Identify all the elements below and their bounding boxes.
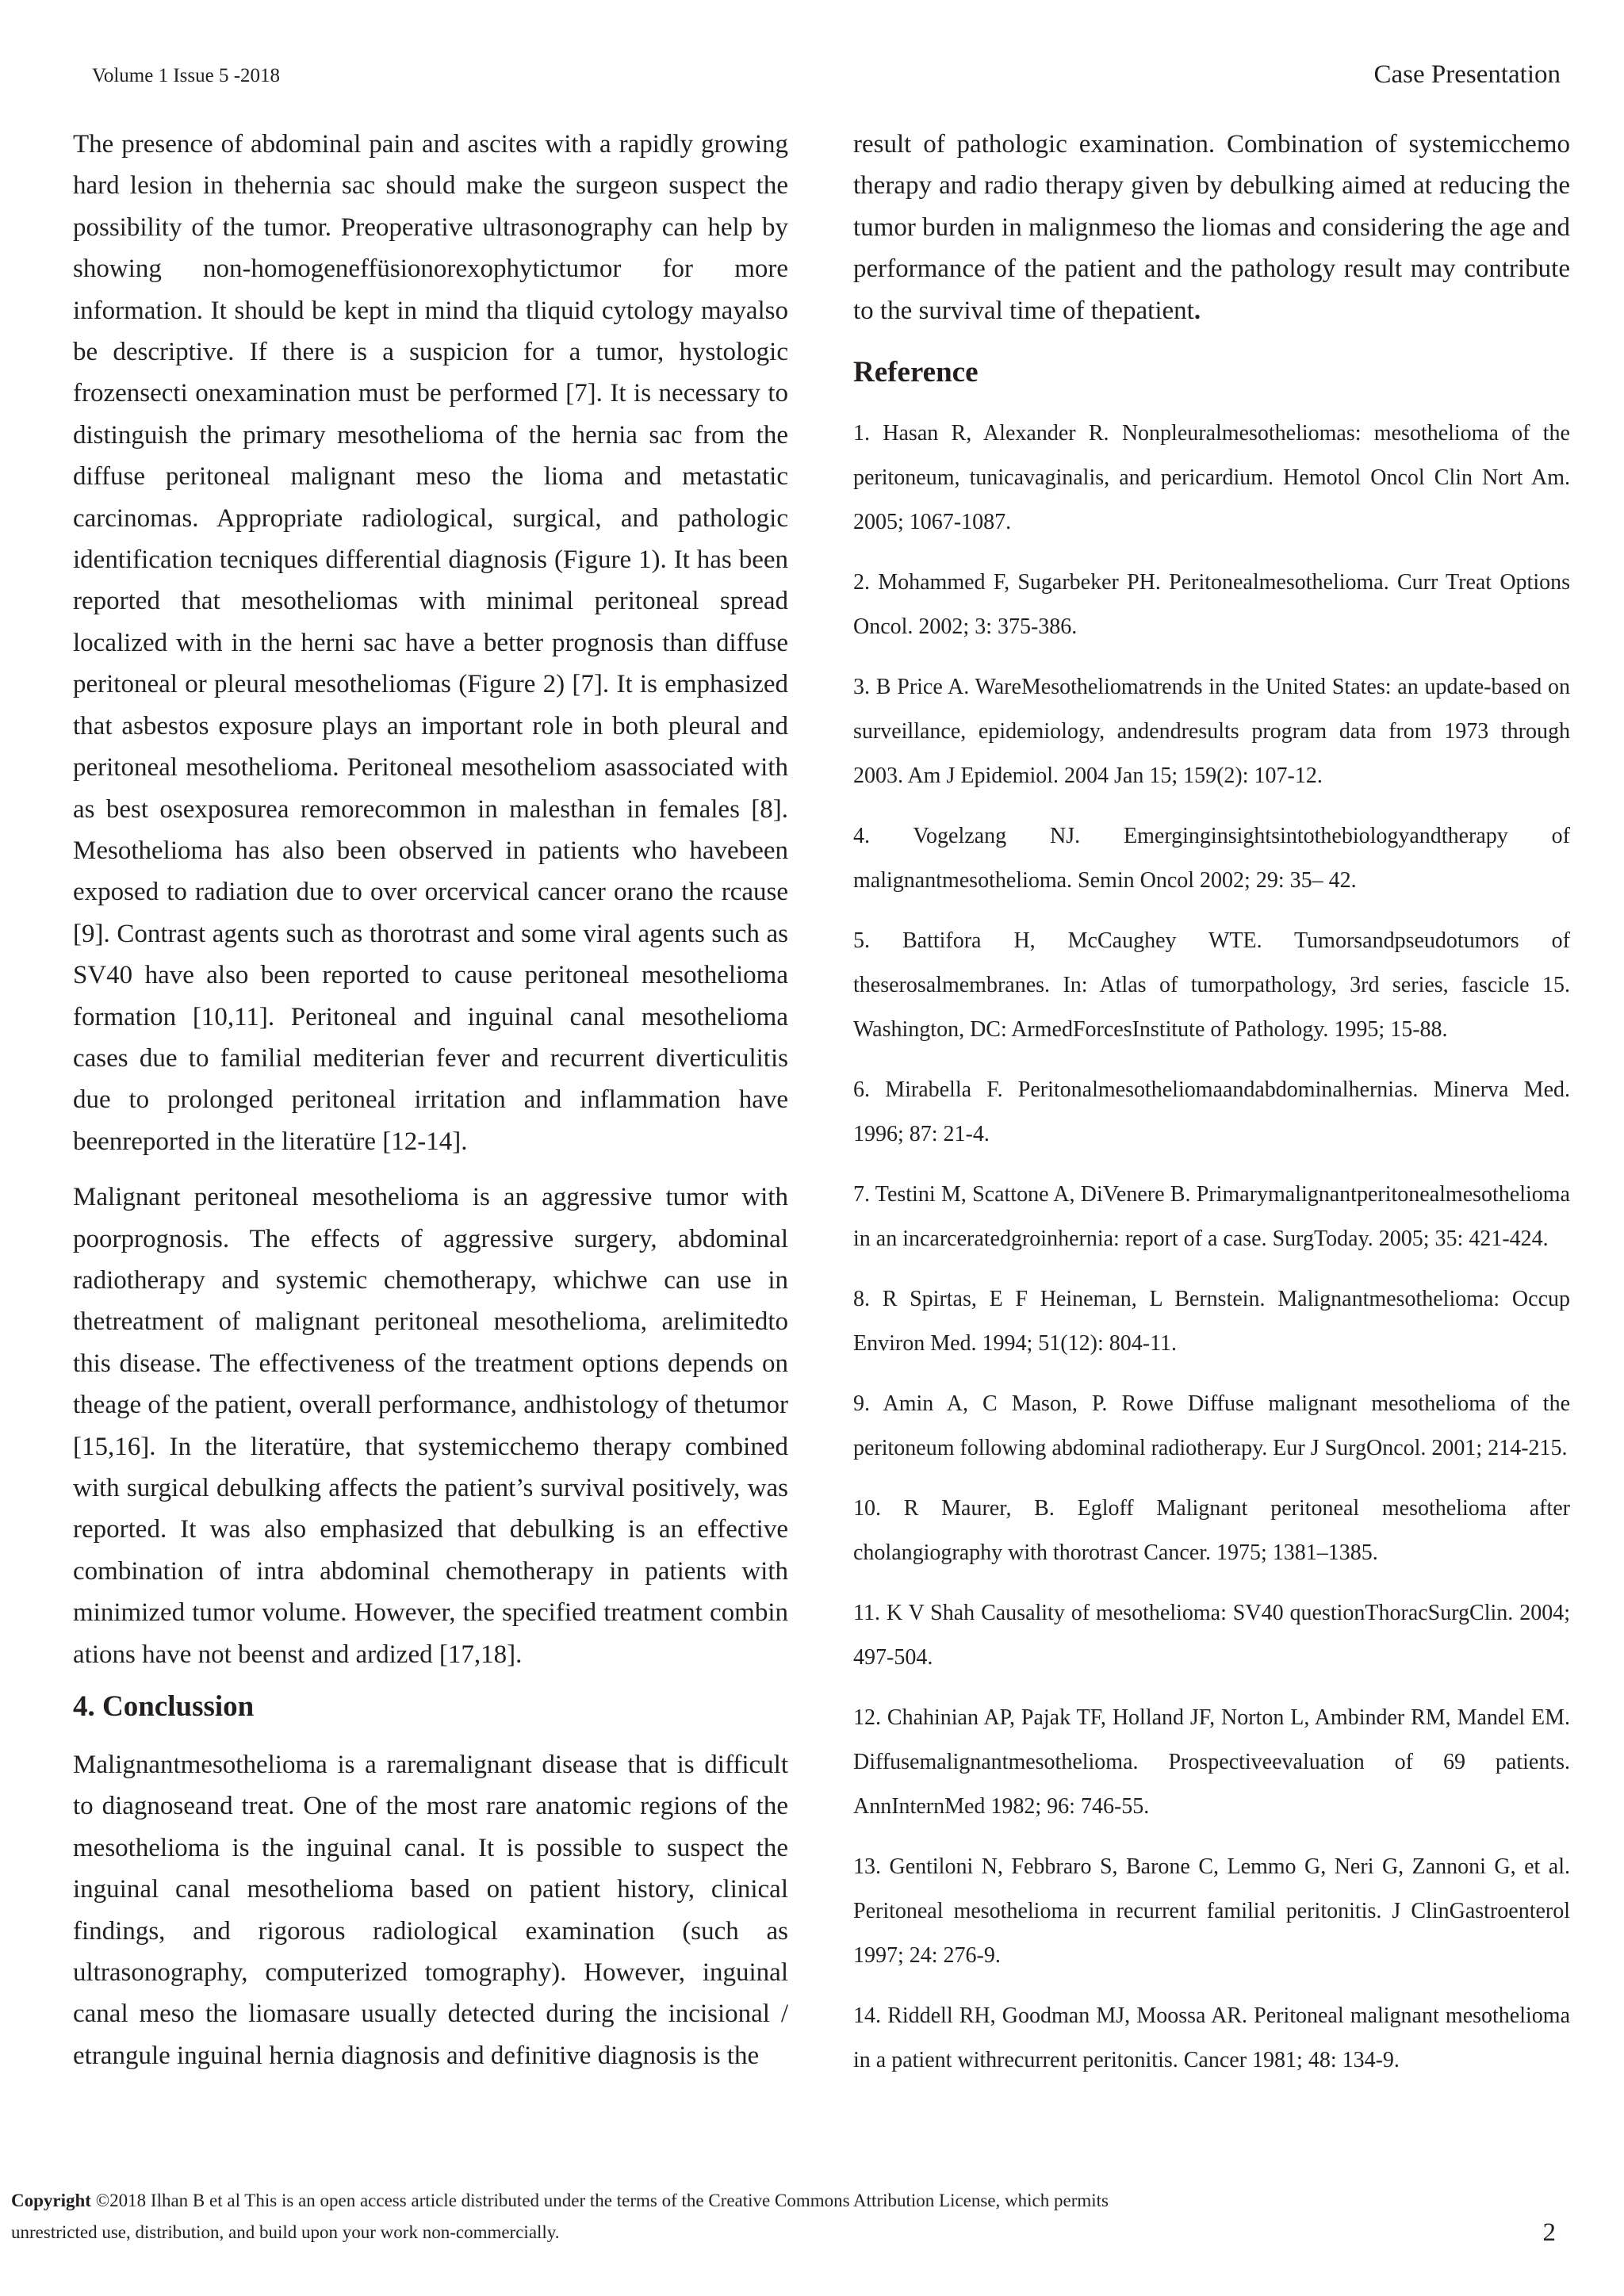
- running-header-article-type: Case Presentation: [1373, 60, 1561, 89]
- body-paragraph-treatment: Malignant peritoneal mesothelioma is an aggressive tumor with poorprognosis. The effects of aggressive surgery, abdominal radiotherapy and systemic chemotherapy, whichwe can use in thetreatment of malignant peritoneal mesothelioma, arelimitedto this disease. The effectiveness of the treatment options depends on theage of the patient, overall performance, andhistology of thetumor [15,16]. In the literatüre, that systemicchemo therapy combined with surgical debulking affects the patient’s survival positively, was reported. It was also emphasized that debulking is an effective combination of intra abdominal chemotherapy in patients with minimized tumor volume. However, the specified treatment combin ations have not beenst and ardized [17,18].: [73, 1183, 788, 1669]
- right-column: [853, 124, 1570, 2099]
- running-header-volume: Volume 1 Issue 5 -2018: [92, 65, 281, 86]
- reference-item: 6. Mirabella F. Peritonalmesotheliomaandabdominalhernias. Minerva Med. 1996; 87: 21-4.: [853, 1077, 1570, 1147]
- reference-item: 9. Amin A, C Mason, P. Rowe Diffuse malignant mesothelioma of the peritoneum following abdominal radiotherapy. Eur J SurgOncol. 2001; 214-215.: [853, 1391, 1570, 1461]
- reference-item: 14. Riddell RH, Goodman MJ, Moossa AR. Peritoneal malignant mesothelioma in a patient withrecurrent peritonitis. Cancer 1981; 48: 134-9.: [853, 2003, 1570, 2073]
- reference-list: [853, 411, 1570, 2083]
- reference-item: 7. Testini M, Scattone A, DiVenere B. Primarymalignantperitonealmesothelioma in an incarceratedgroinhernia: report of a case. SurgToday. 2005; 35: 421-424.: [853, 1182, 1570, 1252]
- body-paragraph-conclusion: Malignantmesothelioma is a raremalignant disease that is difficult to diagnoseand treat. One of the most rare anatomic regions of the mesothelioma is the inguinal canal. It is possible to suspect the inguinal canal mesothelioma based on patient history, clinical findings, and rigorous radiological examination (such as ultrasonography, computerized tomography). However, inguinal canal meso the liomasare usually detected during the incisional / etrangule inguinal hernia diagnosis and definitive diagnosis is the: [73, 1751, 788, 2070]
- reference-item: 12. Chahinian AP, Pajak TF, Holland JF, Norton L, Ambinder RM, Mandel EM. Diffusemalignantmesothelioma. Prospectiveevaluation of 69 patients. AnnInternMed 1982; 96: 746-55.: [853, 1705, 1570, 1820]
- copyright-footer: [11, 2185, 1153, 2248]
- section-heading-reference: Reference: [853, 356, 979, 389]
- reference-item: 1. Hasan R, Alexander R. Nonpleuralmesotheliomas: mesothelioma of the peritoneum, tunicavaginalis, and pericardium. Hemotol Oncol Clin Nort Am. 2005; 1067-1087.: [853, 421, 1570, 535]
- body-paragraph-conclusion-continued: [853, 124, 1570, 331]
- reference-item: 10. R Maurer, B. Egloff Malignant peritoneal mesothelioma after cholangiography with thorotrast Cancer. 1975; 1381–1385.: [853, 1496, 1570, 1566]
- page-number: 2: [1542, 2218, 1556, 2247]
- reference-item: 11. K V Shah Causality of mesothelioma: SV40 questionThoracSurgClin. 2004; 497-504.: [853, 1601, 1570, 1670]
- reference-item: 13. Gentiloni N, Febbraro S, Barone C, Lemmo G, Neri G, Zannoni G, et al. Peritoneal mesothelioma in recurrent familial peritonitis. J ClinGastroenterol 1997; 24: 276-9.: [853, 1854, 1570, 1969]
- copyright-label: Copyright: [11, 2191, 91, 2210]
- conclusion-continued-text: result of pathologic examination. Combination of systemicchemo therapy and radio therapy given by debulking aimed at reducing the tumor burden in malignmeso the liomas and considering the age and performance of the patient and the pathology result may contribute to the survival time of thepatient: [853, 130, 1570, 325]
- section-heading-conclusion: 4. Conclussion: [73, 1690, 255, 1724]
- reference-item: 2. Mohammed F, Sugarbeker PH. Peritonealmesothelioma. Curr Treat Options Oncol. 2002; 3: 375-386.: [853, 570, 1570, 640]
- body-paragraph-diagnosis: The presence of abdominal pain and ascites with a rapidly growing hard lesion in thehernia sac should make the surgeon suspect the possibility of the tumor. Preoperative ultrasonography can help by showing non-homogeneffüsionorexophytictumor for more information. It should be kept in mind tha tliquid cytology mayalso be descriptive. If there is a suspicion for a tumor, hystologic frozensecti onexamination must be performed [7]. It is necessary to distinguish the primary mesothelioma of the hernia sac from the diffuse peritoneal malignant meso the lioma and metastatic carcinomas. Appropriate radiological, surgical, and pathologic identification tecniques differential diagnosis (Figure 1). It has been reported that mesotheliomas with minimal peritoneal spread localized with in the herni sac have a better prognosis than diffuse peritoneal or pleural mesotheliomas (Figure 2) [7]. It is emphasized that asbestos exposure plays an important role in both pleural and peritoneal mesothelioma. Peritoneal mesotheliom asassociated with as best osexposurea remorecommon in malesthan in females [8]. Mesothelioma has also been observed in patients who havebeen exposed to radiation due to over orcervical cancer orano the rcause [9]. Contrast agents such as thorotrast and some viral agents such as SV40 have also been reported to cause peritoneal mesothelioma formation [10,11]. Peritoneal and inguinal canal mesothelioma cases due to familial mediterian fever and recurrent diverticulitis due to prolonged peritoneal irritation and inflammation have beenreported in the literatüre [12-14].: [73, 130, 788, 1156]
- conclusion-final-period: .: [1193, 296, 1201, 325]
- reference-item: 4. Vogelzang NJ. Emerginginsightsintothebiologyandtherapy of malignantmesothelioma. Semin Oncol 2002; 29: 35– 42.: [853, 824, 1570, 894]
- reference-item: 8. R Spirtas, E F Heineman, L Bernstein. Malignantmesothelioma: Occup Environ Med. 1994; 51(12): 804-11.: [853, 1287, 1570, 1357]
- reference-item: 5. Battifora H, McCaughey WTE. Tumorsandpseudotumors of theserosalmembranes. In: Atlas of tumorpathology, 3rd series, fascicle 15. Washington, DC: ArmedForcesInstitute of Pathology. 1995; 15-88.: [853, 928, 1570, 1043]
- copyright-text: ©2018 Ilhan B et al This is an open access article distributed under the terms of the Creative Commons Attribution License, which permits unrestricted use, distribution, and build upon your work non-commercially.: [11, 2191, 1109, 2242]
- left-column: [73, 124, 788, 2091]
- reference-item: 3. B Price A. WareMesotheliomatrends in the United States: an update-based on surveillance, epidemiology, andendresults program data from 1973 through 2003. Am J Epidemiol. 2004 Jan 15; 159(2): 107-12.: [853, 675, 1570, 789]
